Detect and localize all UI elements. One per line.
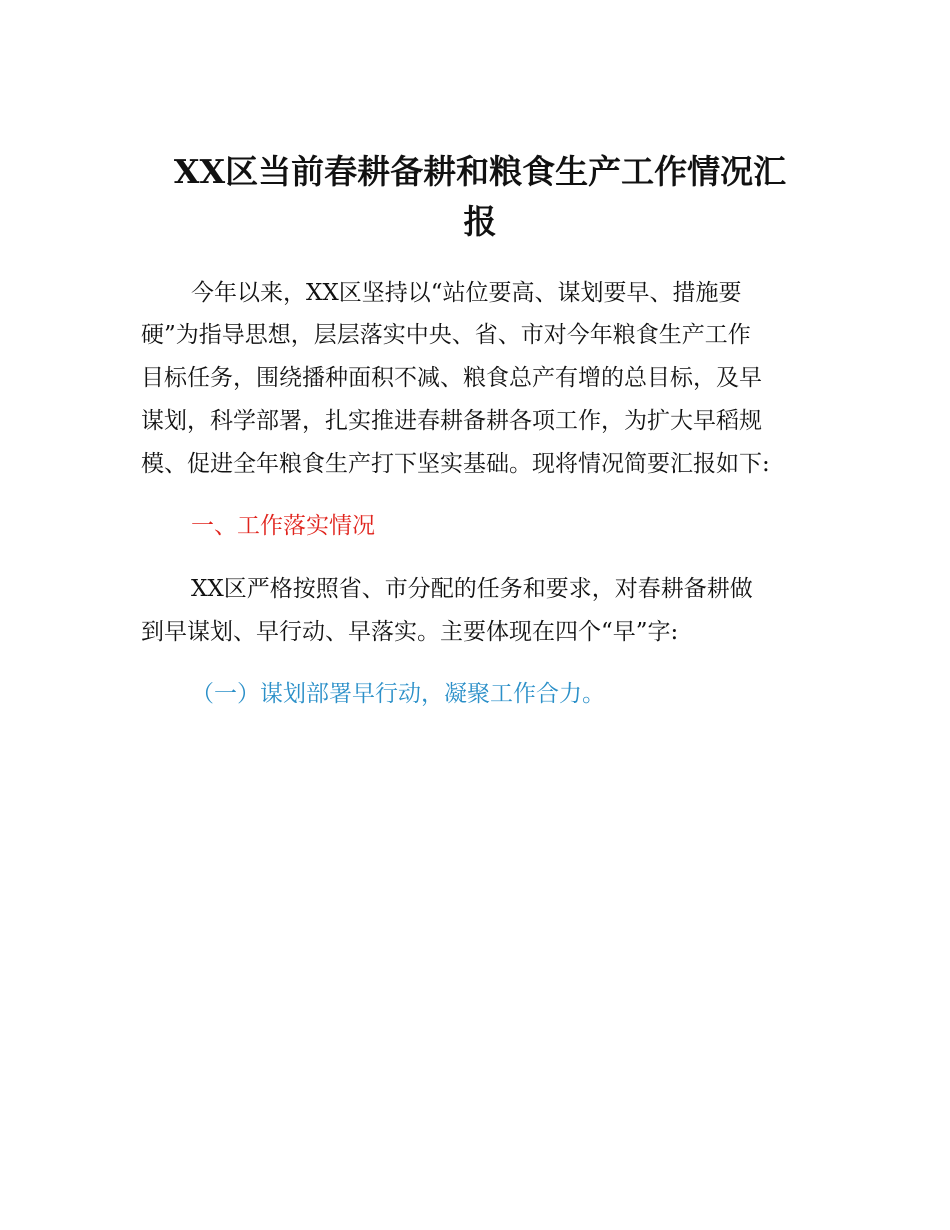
intro-line: 硬”为指导思想，层层落实中央、省、市对今年粮食生产工作: [141, 322, 751, 348]
document-title-line-1: XX区当前春耕备耕和粮食生产工作情况汇: [173, 152, 787, 191]
intro-line: 目标任务，围绕播种面积不减、粮食总产有增的总目标，及早: [141, 365, 762, 391]
intro-line: 谋划，科学部署，扎实推进春耕备耕各项工作，为扩大早稻规: [141, 408, 762, 434]
intro-line: 模、促进全年粮食生产打下坚实基础。现将情况简要汇报如下:: [141, 451, 770, 477]
subsection-heading: （一）谋划部署早行动，凝聚工作合力。: [191, 681, 605, 707]
section-body-line: 到早谋划、早行动、早落实。主要体现在四个“早”字:: [141, 619, 679, 645]
section-heading: 一、工作落实情况: [191, 513, 375, 539]
document-title-line-2: 报: [463, 202, 497, 241]
intro-line: 今年以来，XX区坚持以“站位要高、谋划要早、措施要: [191, 280, 742, 306]
section-body-line: XX区严格按照省、市分配的任务和要求，对春耕备耕做: [191, 576, 753, 602]
